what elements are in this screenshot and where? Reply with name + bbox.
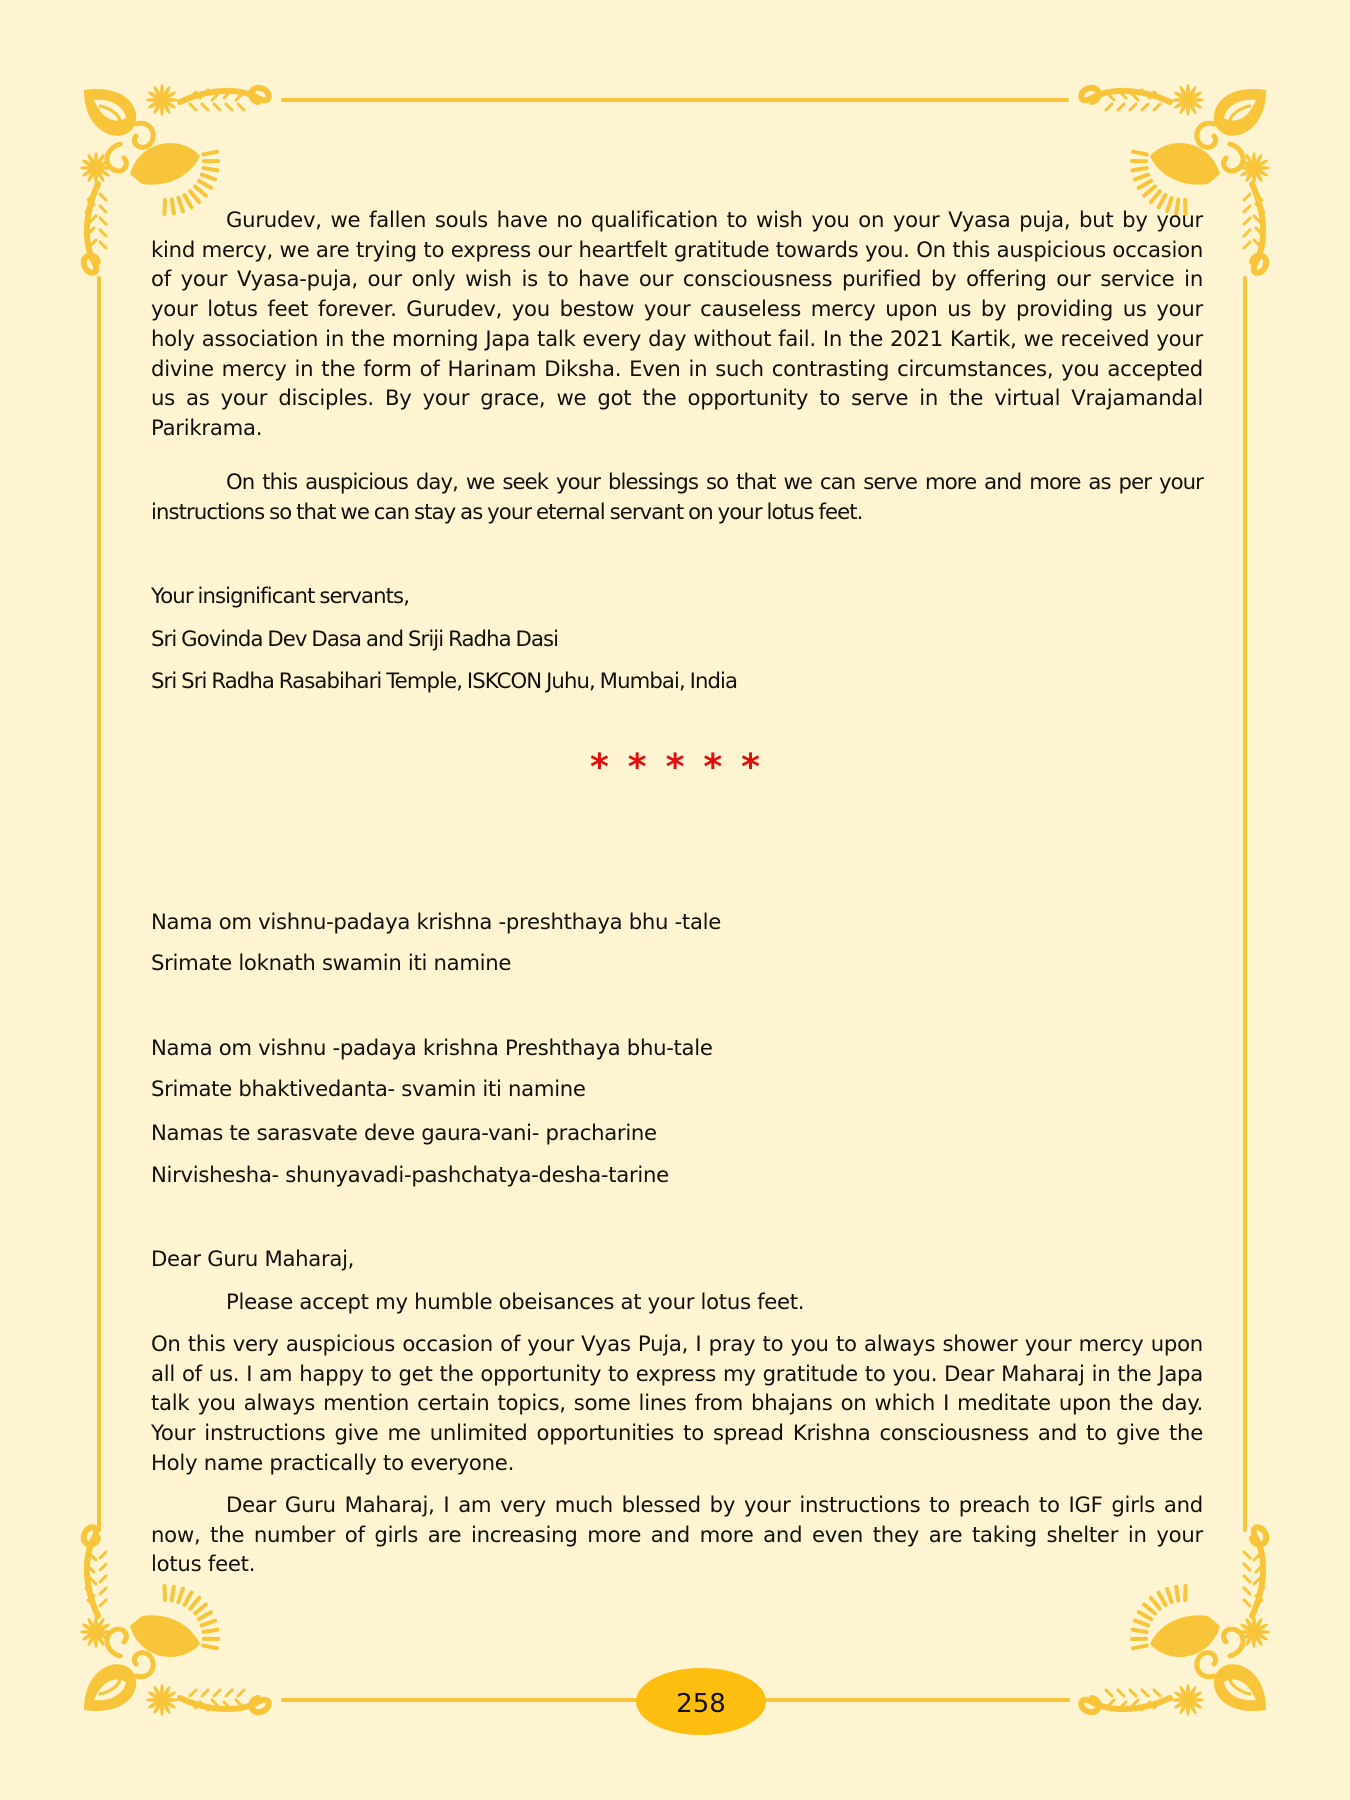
- page-number-badge: [636, 1668, 766, 1735]
- star-icon: *: [590, 747, 609, 788]
- frame-top-line: [281, 98, 1069, 102]
- mantra-line: Srimate loknath swamin iti namine: [151, 950, 512, 975]
- letter1-closing: Your insignificant servants,: [151, 583, 410, 608]
- letter2-obeisances: Please accept my humble obeisances at your lotus feet.: [226, 1289, 805, 1314]
- star-icon: *: [627, 747, 647, 788]
- letter2-salutation: Dear Guru Maharaj,: [151, 1246, 355, 1271]
- mantra-line: Nirvishesha- shunyavadi-pashchatya-desha-tarine: [151, 1162, 669, 1187]
- frame-bottom-line-right: [762, 1698, 1070, 1702]
- frame-left-line: [97, 276, 101, 1532]
- letter2-paragraph1: On this very auspicious occasion of your Vyas Puja, I pray to you to always shower your mercy upon all of us. I am happy to get the opportunity to express my gratitude to you. Dear Maharaj in the Japa talk you always mention certain topics, some lines from bhajans on which I meditate upon the day. Your instructions give me unlimited opportunities to spread Krishna consciousness and to give the Holy name practically to everyone.: [151, 1331, 1203, 1475]
- page-number: 258: [676, 1688, 726, 1719]
- star-icon: *: [741, 747, 760, 788]
- frame-bottom-line-left: [281, 1698, 639, 1702]
- letter1-paragraph2-block: [151, 467, 1203, 526]
- mantra-line: Nama om vishnu -padaya krishna Preshthaya bhu-tale: [151, 1035, 713, 1060]
- letter1-temple: Sri Sri Radha Rasabihari Temple, ISKCON Juhu, Mumbai, India: [151, 668, 738, 693]
- star-icon: *: [703, 747, 723, 788]
- letter1-paragraph2: On this auspicious day, we seek your blessings so that we can serve more and more as per your instructions so that we can stay as your eternal servant on your lotus feet.: [151, 469, 1203, 524]
- letter2-paragraph2-block: [151, 1490, 1203, 1579]
- letter1-signatories: Sri Govinda Dev Dasa and Sriji Radha Dasi: [151, 626, 559, 651]
- letter1-paragraph1: Gurudev, we fallen souls have no qualification to wish you on your Vyasa puja, but by your kind mercy, we are trying to express our heartfelt gratitude towards you. On this auspicious occasion of your Vyasa-puja, our only wish is to have our consciousness purified by offering our service in your lotus feet forever. Gurudev, you bestow your causeless mercy upon us by providing us your holy association in the morning Japa talk every day without fail. In the 2021 Kartik, we received your divine mercy in the form of Harinam Diksha. Even in such contrasting circumstances, you accepted us as your disciples. By your grace, we got the opportunity to serve in the virtual Vrajamandal Parikrama.: [151, 207, 1203, 440]
- star-icon: *: [665, 747, 685, 788]
- letter2-paragraph1-block: [151, 1329, 1203, 1478]
- letter1-paragraph1-block: [151, 205, 1203, 443]
- mantra-line: Nama om vishnu-padaya krishna -preshthaya bhu -tale: [151, 909, 721, 934]
- mantra-line: Namas te sarasvate deve gaura-vani- pracharine: [151, 1120, 657, 1145]
- mantra-line: Srimate bhaktivedanta- svamin iti namine: [151, 1076, 586, 1101]
- letter2-paragraph2: Dear Guru Maharaj, I am very much blessed by your instructions to preach to IGF girls and now, the number of girls are increasing more and more and even they are taking shelter in your lotus feet.: [151, 1492, 1203, 1577]
- frame-right-line: [1243, 276, 1247, 1532]
- separator-stars: [590, 748, 760, 788]
